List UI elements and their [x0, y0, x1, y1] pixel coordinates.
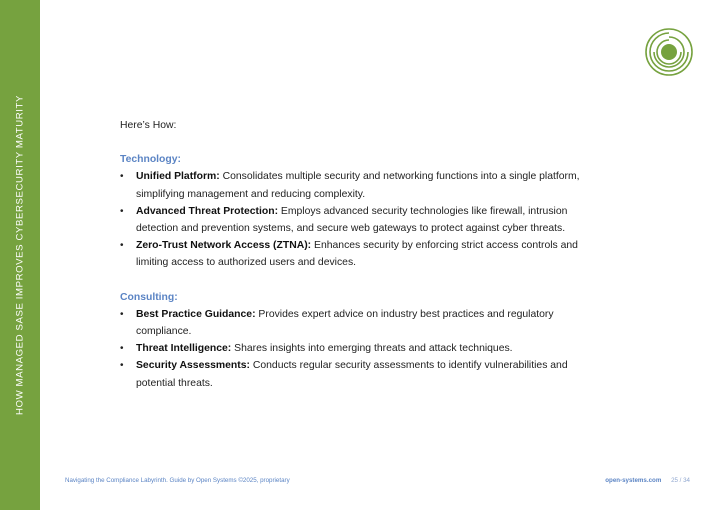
item-term: Security Assessments:: [136, 360, 250, 372]
list-item: [120, 168, 600, 202]
footer-copyright: Navigating the Compliance Labyrinth. Guide by Open Systems ©2025, proprietary: [65, 477, 290, 484]
list-item: [120, 357, 600, 391]
list-item: [120, 306, 600, 340]
list-item: [120, 237, 600, 271]
footer-site-link[interactable]: open-systems.com: [605, 477, 662, 484]
section-heading-consulting: Consulting:: [120, 291, 178, 303]
main-content: [120, 117, 600, 409]
bullet-icon: •: [120, 240, 124, 252]
item-text: Shares insights into emerging threats and attack techniques.: [231, 343, 513, 355]
bullet-icon: •: [120, 171, 124, 183]
item-text: Provides expert advice on industry best practices and regulatory compliance.: [136, 308, 554, 338]
item-text: Enhances security by enforcing strict access controls and limiting access to authorized users and devices.: [136, 240, 578, 269]
open-systems-logo-icon: [644, 27, 694, 77]
intro-text: Here’s How:: [120, 120, 177, 131]
item-text: Consolidates multiple security and networking functions into a single platform, simplifying management and reducing complexity.: [136, 171, 580, 200]
item-term: Unified Platform:: [136, 171, 220, 183]
bullet-icon: •: [120, 360, 124, 372]
item-term: Best Practice Guidance:: [136, 308, 256, 320]
section-heading-technology: Technology:: [120, 154, 181, 166]
footer-right: [605, 477, 690, 484]
item-text: Employs advanced security technologies like firewall, intrusion detection and prevention systems, and secure web gateways to protect against cyber threats.: [136, 205, 568, 235]
list-item: [120, 203, 600, 237]
sidebar-title: HOW MANAGED SASE IMPROVES CYBERSECURITY MATURITY: [14, 94, 26, 416]
technology-list: [120, 168, 600, 271]
bullet-icon: •: [120, 205, 124, 217]
item-text: Conducts regular security assessments to identify vulnerabilities and potential threats.: [136, 360, 568, 389]
list-item: [120, 340, 600, 357]
bullet-icon: •: [120, 308, 124, 320]
item-term: Advanced Threat Protection:: [136, 205, 279, 217]
item-term: Zero-Trust Network Access (ZTNA):: [136, 240, 312, 252]
sidebar: [0, 0, 40, 510]
consulting-list: [120, 306, 600, 392]
page-number: 25 / 34: [671, 477, 690, 484]
bullet-icon: •: [120, 343, 124, 355]
item-term: Threat Intelligence:: [136, 343, 232, 355]
